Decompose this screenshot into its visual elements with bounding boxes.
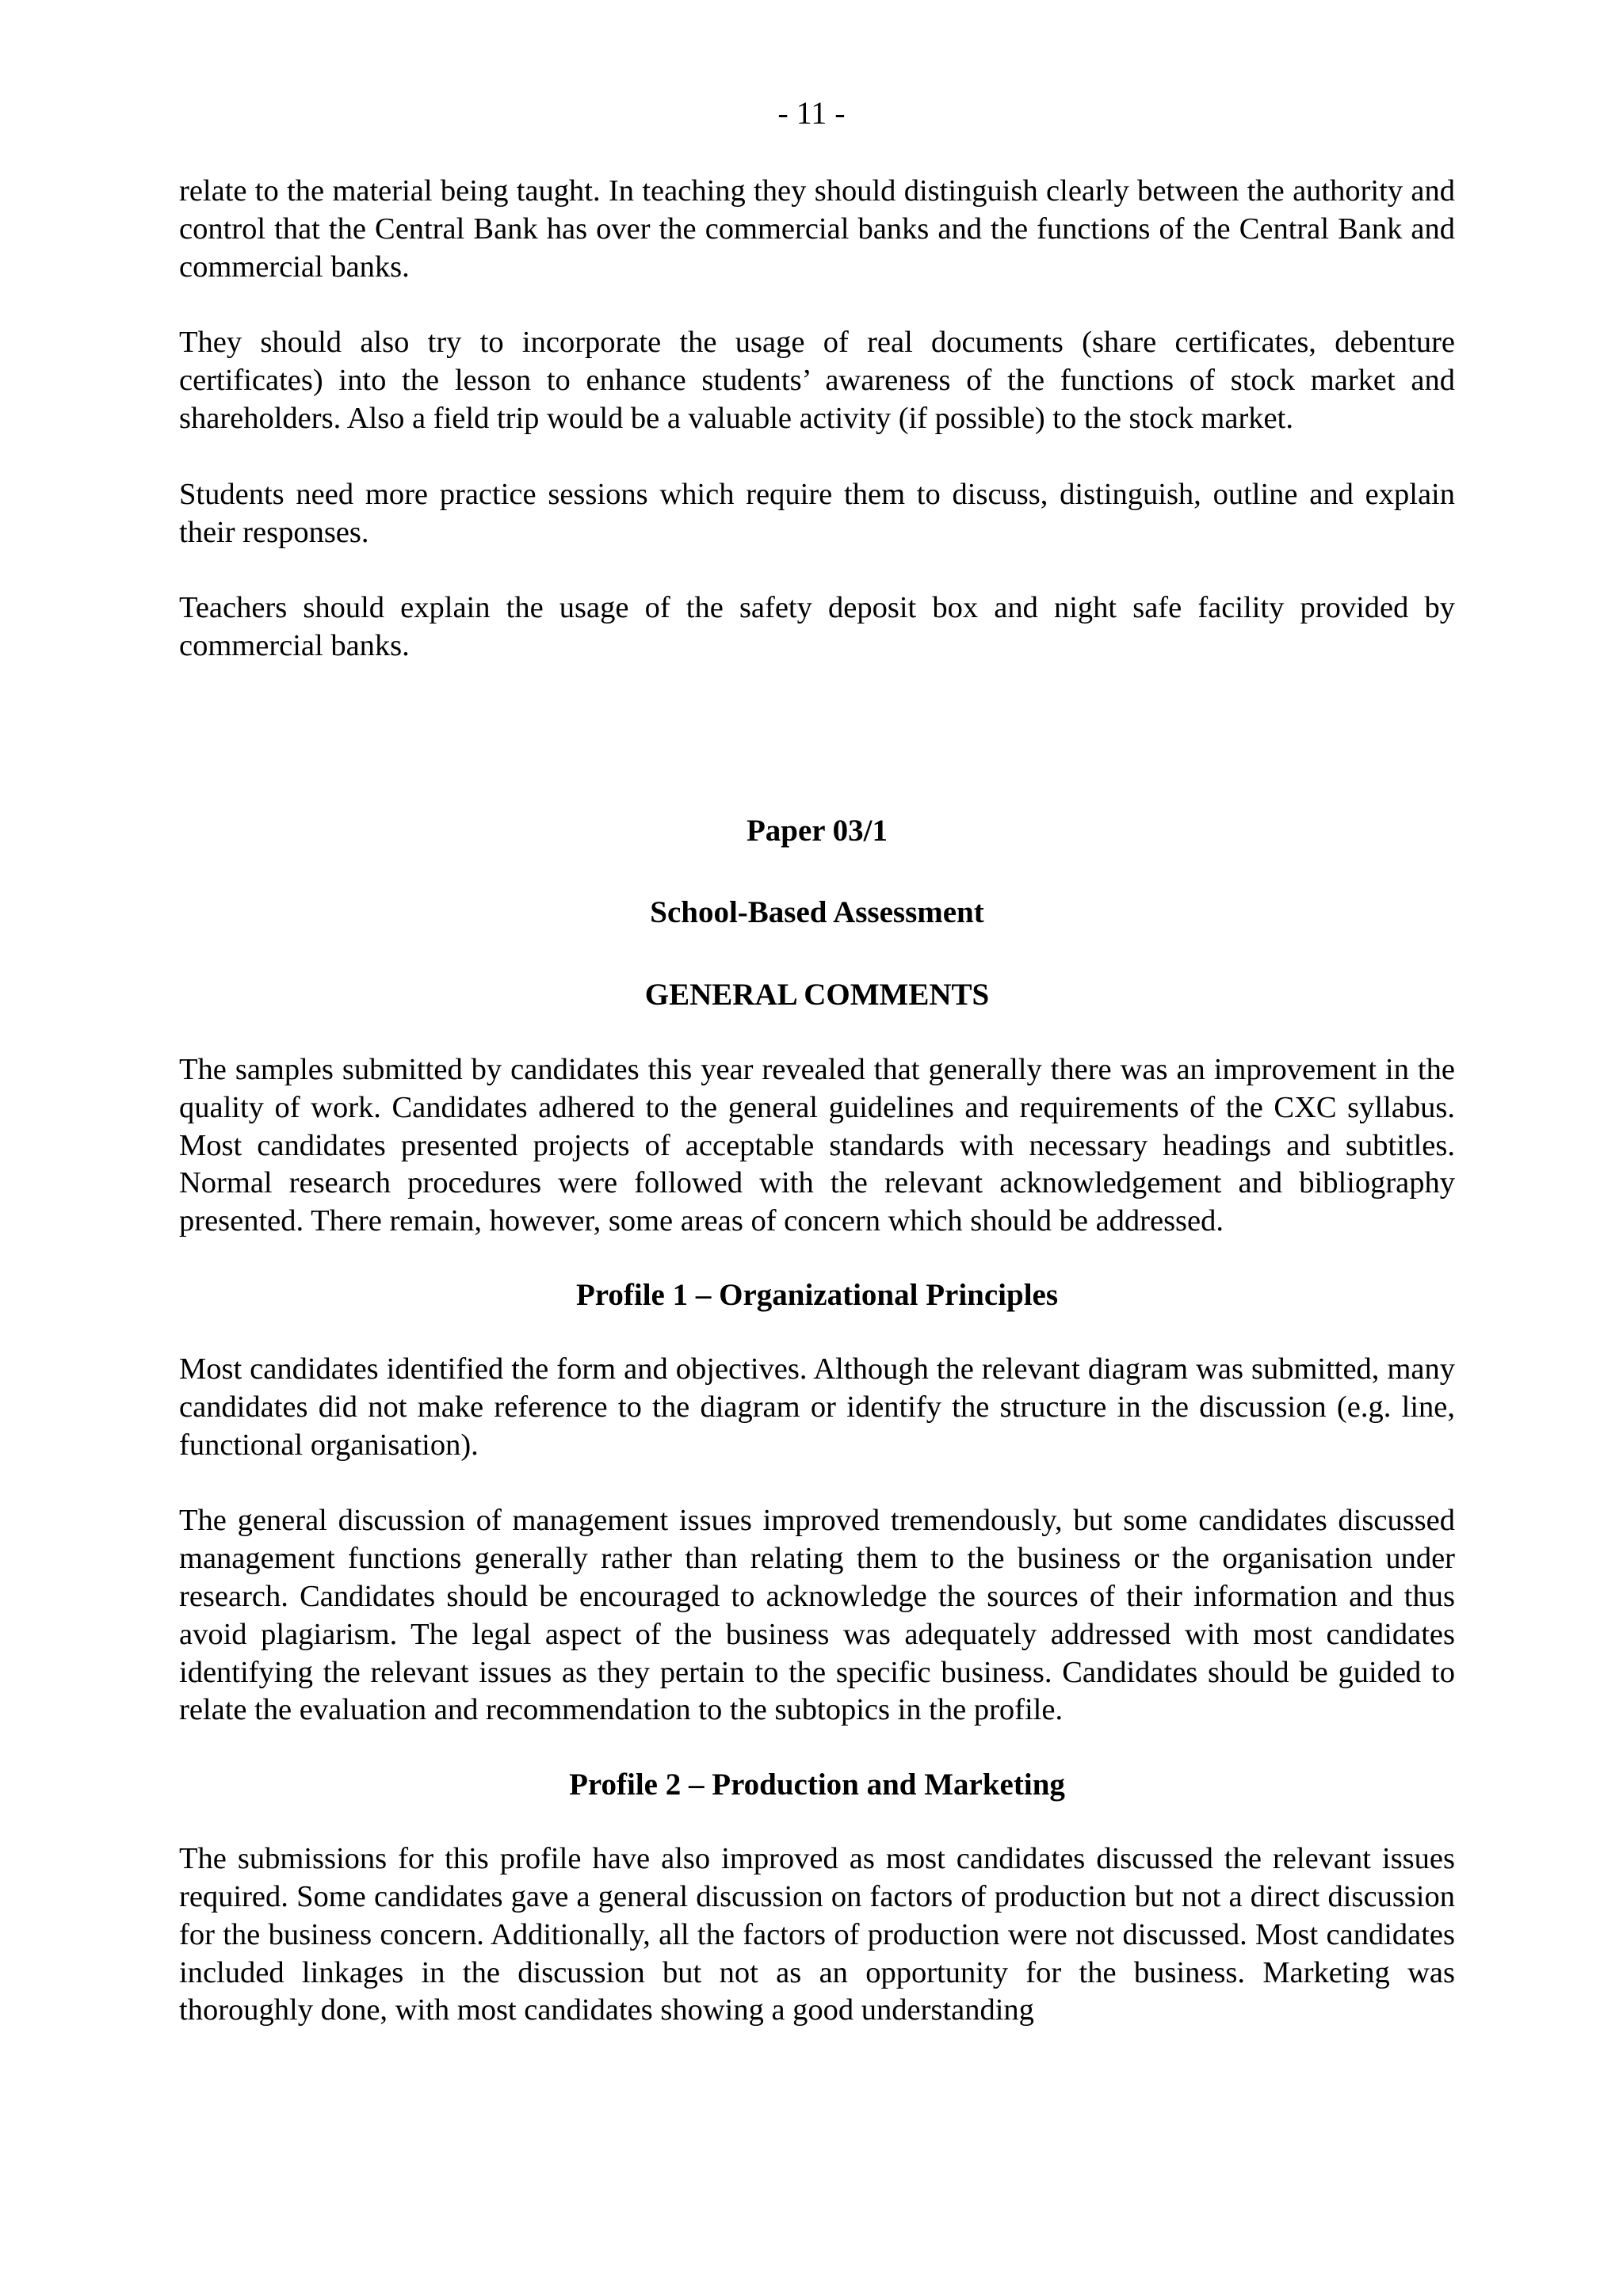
paragraph-real-documents: They should also try to incorporate the usage of real documents (share certificates, debenture certificates) into the lesson to enhance students’ awareness of the functions of stock market and shareholders. Also a field trip would be a valuable activity (if possible) to the stock market. [179,326,1455,435]
paragraph-safety-deposit: Teachers should explain the usage of the safety deposit box and night safe facility provided by commercial banks. [179,591,1455,663]
paragraph-profile2-submissions: The submissions for this profile have also improved as most candidates discussed the relevant issues required. Some candidates gave a general discussion on factors of production but not a direct discussion for the business concern. Additionally, all the factors of production were not discussed. Most candidates included linkages in the discussion but not as an opportunity for the business. Marketing was thoroughly done, with most candidates showing a good understanding [179,1842,1455,2027]
heading-general-comments: GENERAL COMMENTS [644,977,990,1012]
page-number: - 11 - [777,95,846,131]
paragraph-profile1-form: Most candidates identified the form and objectives. Although the relevant diagram was submitted, many candidates did not make reference to the diagram or identify the structure in the discussion (e.g. line, functional organisation). [179,1352,1455,1462]
paragraph-general-comments: The samples submitted by candidates this year revealed that generally there was an improvement in the quality of work. Candidates adhered to the general guidelines and requirements of the CXC syllabus. Most candidates presented projects of acceptable standards with necessary headings and subtitles. Normal research procedures were followed with the relevant acknowledgement and bibliography presented. There remain, however, some areas of concern which should be addressed. [179,1052,1455,1238]
paragraph-central-bank: relate to the material being taught. In teaching they should distinguish clearly between the authority and control that the Central Bank has over the commercial banks and the functions of the Central Bank and commercial banks. [179,174,1455,284]
heading-profile-1: Profile 1 – Organizational Principles [575,1277,1059,1312]
page-content [179,173,1455,2030]
paragraph-practice-sessions: Students need more practice sessions which require them to discuss, distinguish, outline and explain their responses. [179,477,1455,549]
paragraph-profile1-management: The general discussion of management issues improved tremendously, but some candidates discussed management functions generally rather than relating them to the business or the organisation under research. Candidates should be encouraged to acknowledge the sources of their information and thus avoid plagiarism. The legal aspect of the business was adequately addressed with most candidates identifying the relevant issues as they pertain to the specific business. Candidates should be guided to relate the evaluation and recommendation to the subtopics in the profile. [179,1504,1455,1727]
heading-paper: Paper 03/1 [746,813,888,848]
heading-school-based-assessment: School-Based Assessment [650,894,984,929]
heading-profile-2: Profile 2 – Production and Marketing [569,1768,1065,1802]
